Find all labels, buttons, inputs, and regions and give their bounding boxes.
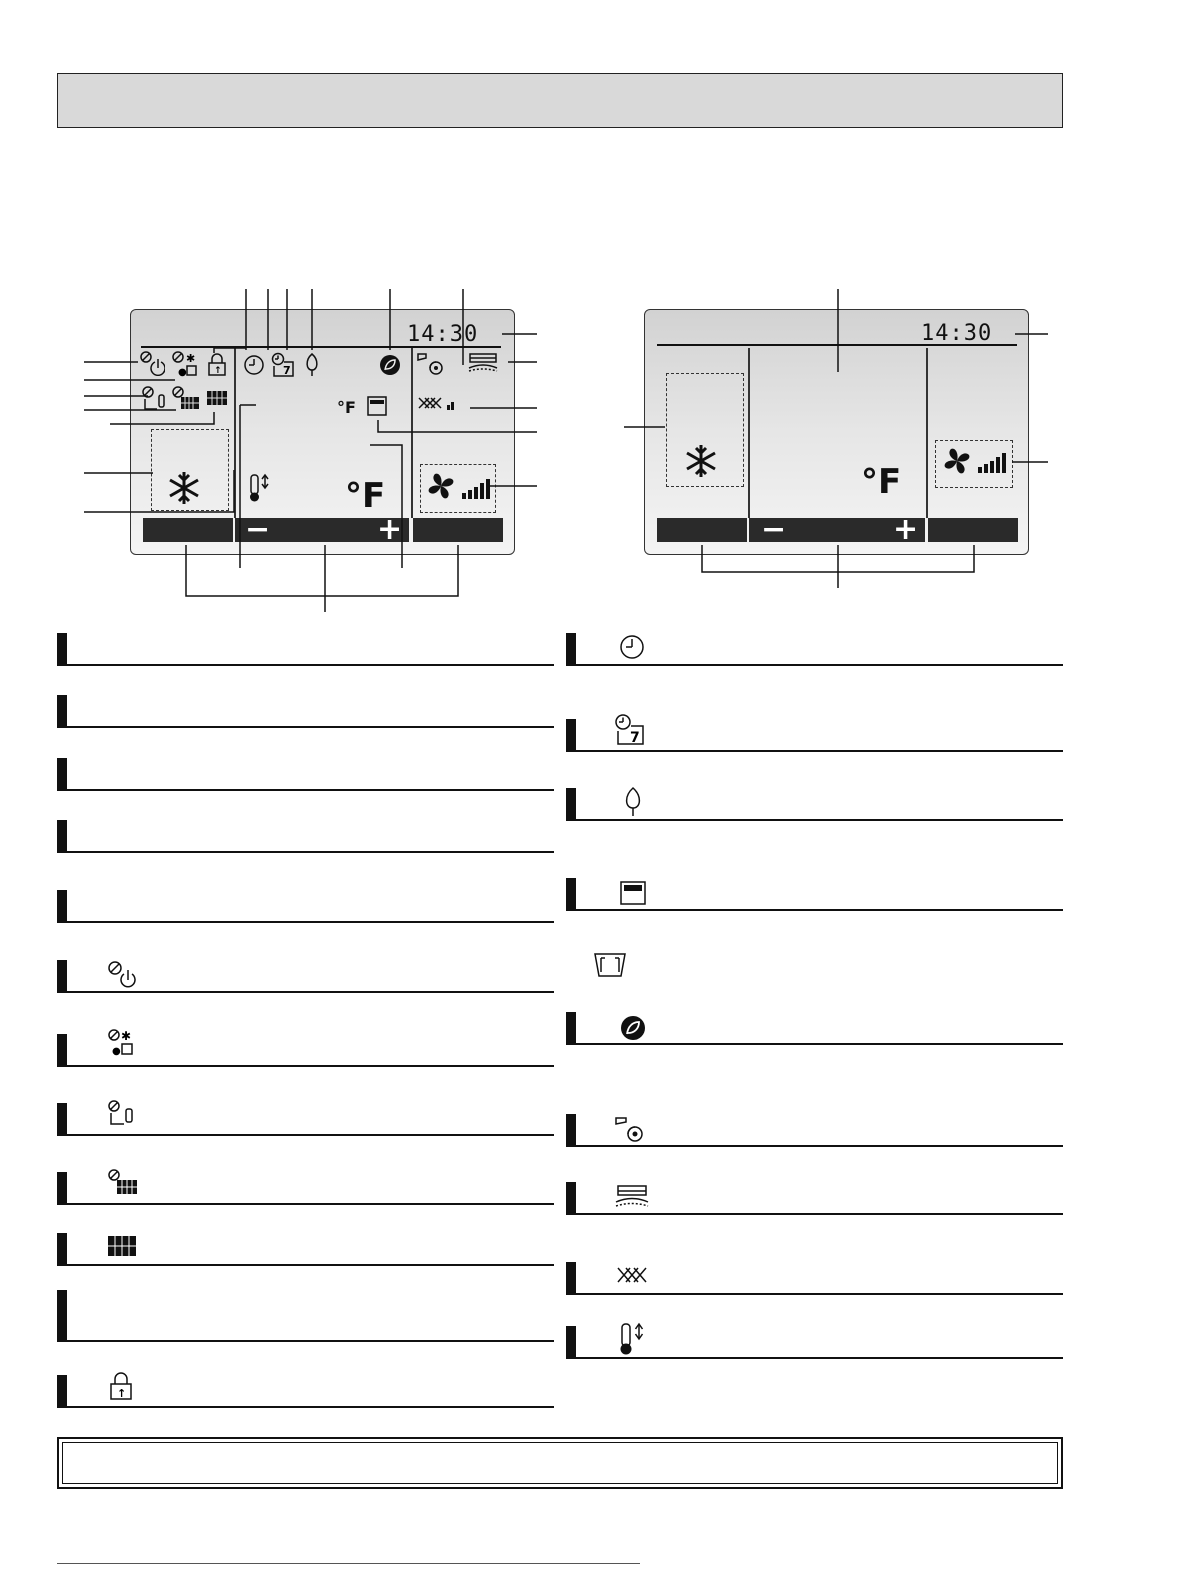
item-row-thermometer — [566, 1326, 1063, 1359]
lcd-clock: 14:30 — [921, 321, 993, 346]
item-row-ventilation — [566, 1114, 1063, 1147]
item-row-lock — [57, 1375, 554, 1408]
plus-label: + — [893, 512, 919, 547]
item-row-2 — [57, 695, 554, 728]
item-row-1 — [57, 633, 554, 666]
thermometer-icon — [618, 1322, 646, 1356]
temp-unit-large: °F — [345, 476, 386, 516]
energy-save-icon — [622, 786, 644, 818]
item-row-filter-prohibited — [57, 1172, 554, 1205]
item-row-5 — [57, 890, 554, 923]
clock-icon — [618, 633, 646, 661]
item-row-energy-save — [566, 788, 1063, 821]
louver-icon — [614, 1184, 650, 1210]
leaf-icon — [620, 1015, 646, 1041]
three-d-icon — [593, 952, 627, 978]
item-row-on-off-prohibited — [57, 960, 554, 993]
svg-text:7: 7 — [630, 730, 640, 746]
item-row-12 — [57, 1290, 554, 1342]
temp-prohibited-icon — [107, 1099, 137, 1129]
minus-label: − — [245, 512, 271, 547]
item-row-window — [566, 878, 1063, 911]
filter-prohibited-icon — [107, 1168, 139, 1198]
window-icon — [619, 880, 647, 906]
item-row-mode-prohibited — [57, 1029, 554, 1067]
vane-icon — [616, 1266, 650, 1288]
item-row-3 — [57, 758, 554, 791]
item-row-filter — [57, 1233, 554, 1266]
mode-prohibited-icon — [107, 1028, 137, 1058]
temp-unit-small: °F — [337, 398, 356, 417]
svg-text:✱: ✱ — [186, 352, 196, 365]
weekly-timer-icon — [614, 713, 646, 747]
svg-text:↑: ↑ — [117, 1387, 127, 1400]
page-bottom-rule — [57, 1563, 640, 1564]
plus-label: + — [377, 512, 403, 547]
item-row-vane — [566, 1262, 1063, 1295]
item-row-eco — [566, 1012, 1063, 1045]
svg-text:✱: ✱ — [121, 1029, 132, 1043]
svg-text:↑: ↑ — [214, 366, 222, 376]
lock-icon — [109, 1371, 133, 1401]
ventilation-icon — [614, 1116, 646, 1144]
svg-text:●: ● — [178, 367, 187, 378]
note-box — [57, 1437, 1063, 1489]
item-row-4 — [57, 820, 554, 853]
item-row-temp-prohibited — [57, 1103, 554, 1136]
svg-text:●: ● — [112, 1046, 121, 1057]
item-row-clock — [566, 633, 1063, 666]
item-row-louver — [566, 1182, 1063, 1215]
svg-text:7: 7 — [283, 364, 291, 377]
temp-unit-large: °F — [861, 462, 902, 502]
lcd-clock: 14:30 — [407, 322, 479, 347]
item-row-weekly-timer — [566, 719, 1063, 752]
minus-label: − — [761, 512, 787, 547]
on-off-prohibited-icon — [107, 960, 137, 990]
filter-icon — [107, 1235, 137, 1257]
